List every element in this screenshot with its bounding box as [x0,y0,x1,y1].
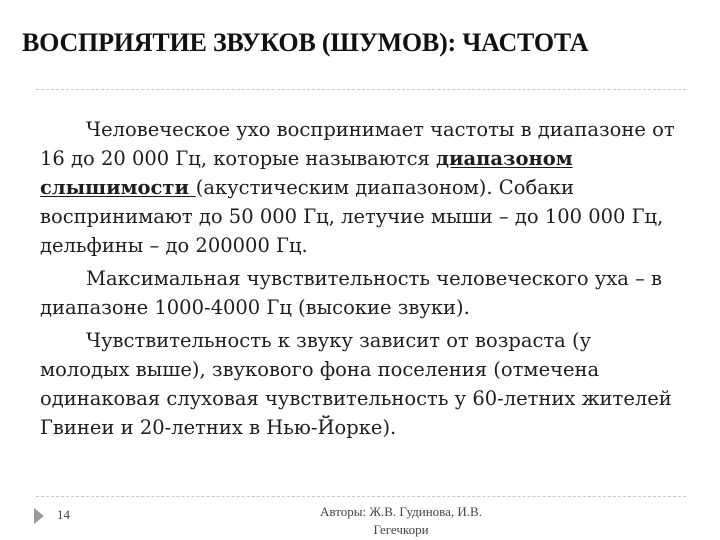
paragraph-hearing-range-start: Человеческое ухо воспринимает частоты в диапазоне от 16 до 20 000 Гц, которые называются [40,118,675,170]
slide-body [40,115,680,442]
paragraph-age-sensitivity: Чувствительность к звуку зависит от возраста (у молодых выше), звукового фона поселения (отмечена одинаковая слуховая чувствительность у 60-летних жителей Гвинеи и 20-летних в Нью-Йорке). [40,329,672,439]
hearing-range-term: диапазоном слышимости [40,147,573,199]
slide-title: ВОСПРИЯТИЕ ЗВУКОВ (ШУМОВ): ЧАСТОТА [22,28,589,57]
paragraph-hearing-range [40,115,680,260]
footer-authors: Авторы: Ж.В. Гудинова, И.В. Гегечкори [320,504,482,537]
paragraph-max-sensitivity: Максимальная чувствительность человеческого уха – в диапазоне 1000-4000 Гц (высокие звуки). [40,267,662,319]
page-number: 14 [57,507,70,522]
triangle-right-icon [34,508,44,524]
title-divider [36,89,686,90]
footer-divider [36,496,686,497]
paragraph-hearing-range-end: (акустическим диапазоном). Собаки воспринимают до 50 000 Гц, летучие мыши – до 100 000 Гц, дельфины – до 200000 Гц. [40,176,664,257]
